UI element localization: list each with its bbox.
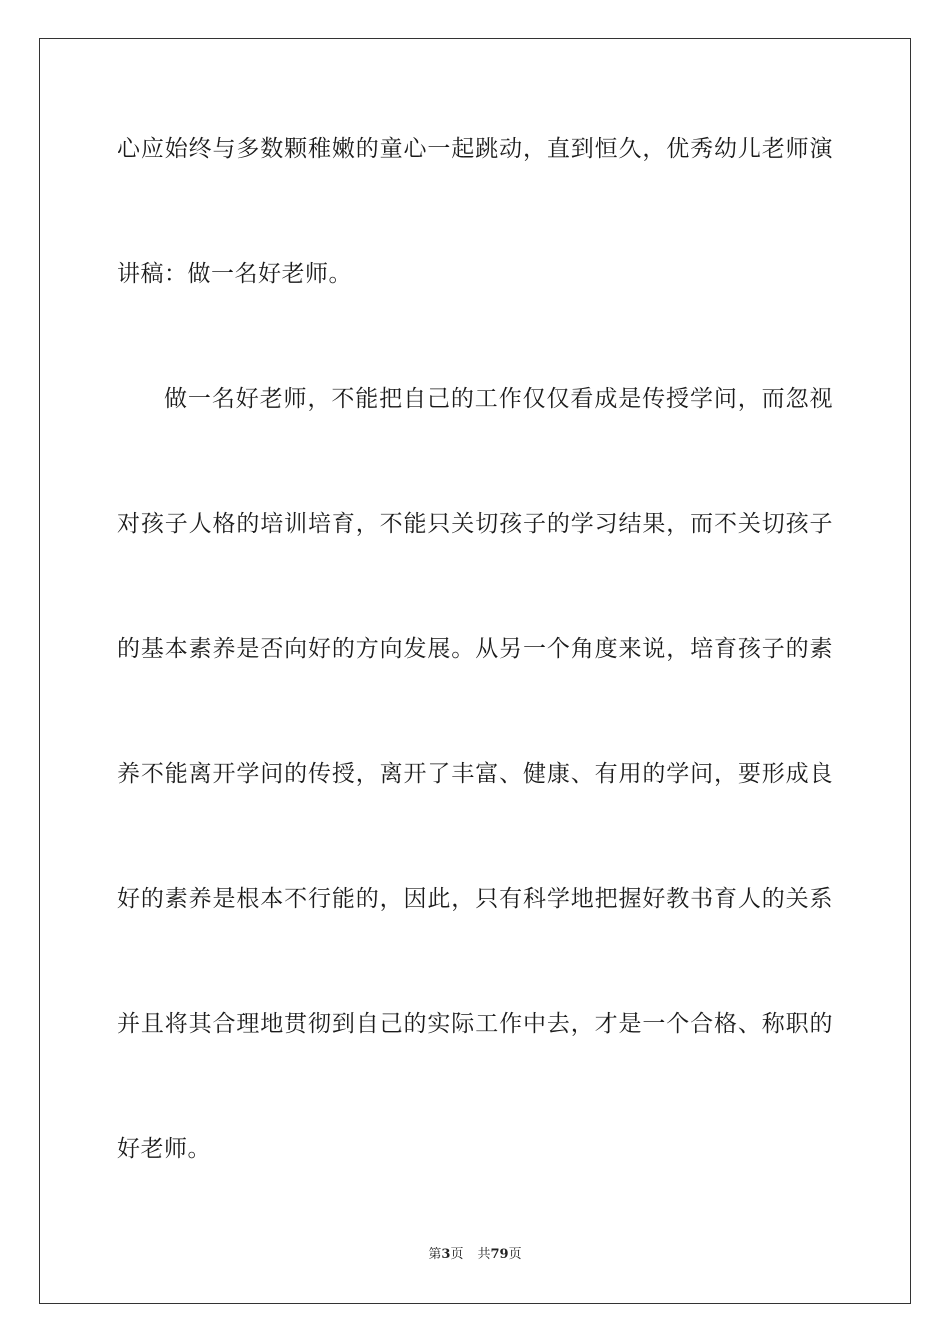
page-suffix: 页 (450, 1247, 464, 1262)
paragraph-line-8: 并且将其合理地贯彻到自己的实际工作中去，才是一个合格、称职的 (117, 1011, 833, 1037)
paragraph-line-6: 养不能离开学问的传授，离开了丰富、健康、有用的学问，要形成良 (117, 761, 833, 787)
page-border (39, 38, 911, 1304)
paragraph-line-7: 好的素养是根本不行能的，因此，只有科学地把握好教书育人的关系 (117, 886, 833, 912)
paragraph-line-5: 的基本素养是否向好的方向发展。从另一个角度来说，培育孩子的素 (117, 636, 833, 662)
paragraph-line-9: 好老师。 (117, 1136, 211, 1162)
page-prefix: 第 (428, 1247, 442, 1262)
paragraph-line-3: 做一名好老师，不能把自己的工作仅仅看成是传授学问，而忽视 (164, 386, 833, 412)
page-footer (0, 1246, 950, 1264)
paragraph-line-2: 讲稿：做一名好老师。 (117, 261, 352, 287)
total-suffix: 页 (508, 1247, 522, 1262)
total-pages: 79 (490, 1247, 509, 1262)
page-number: 3 (441, 1247, 451, 1262)
total-prefix: 共 (477, 1247, 491, 1262)
paragraph-line-1: 心应始终与多数颗稚嫩的童心一起跳动，直到恒久，优秀幼儿老师演 (117, 136, 833, 162)
paragraph-line-4: 对孩子人格的培训培育，不能只关切孩子的学习结果，而不关切孩子 (117, 511, 833, 537)
